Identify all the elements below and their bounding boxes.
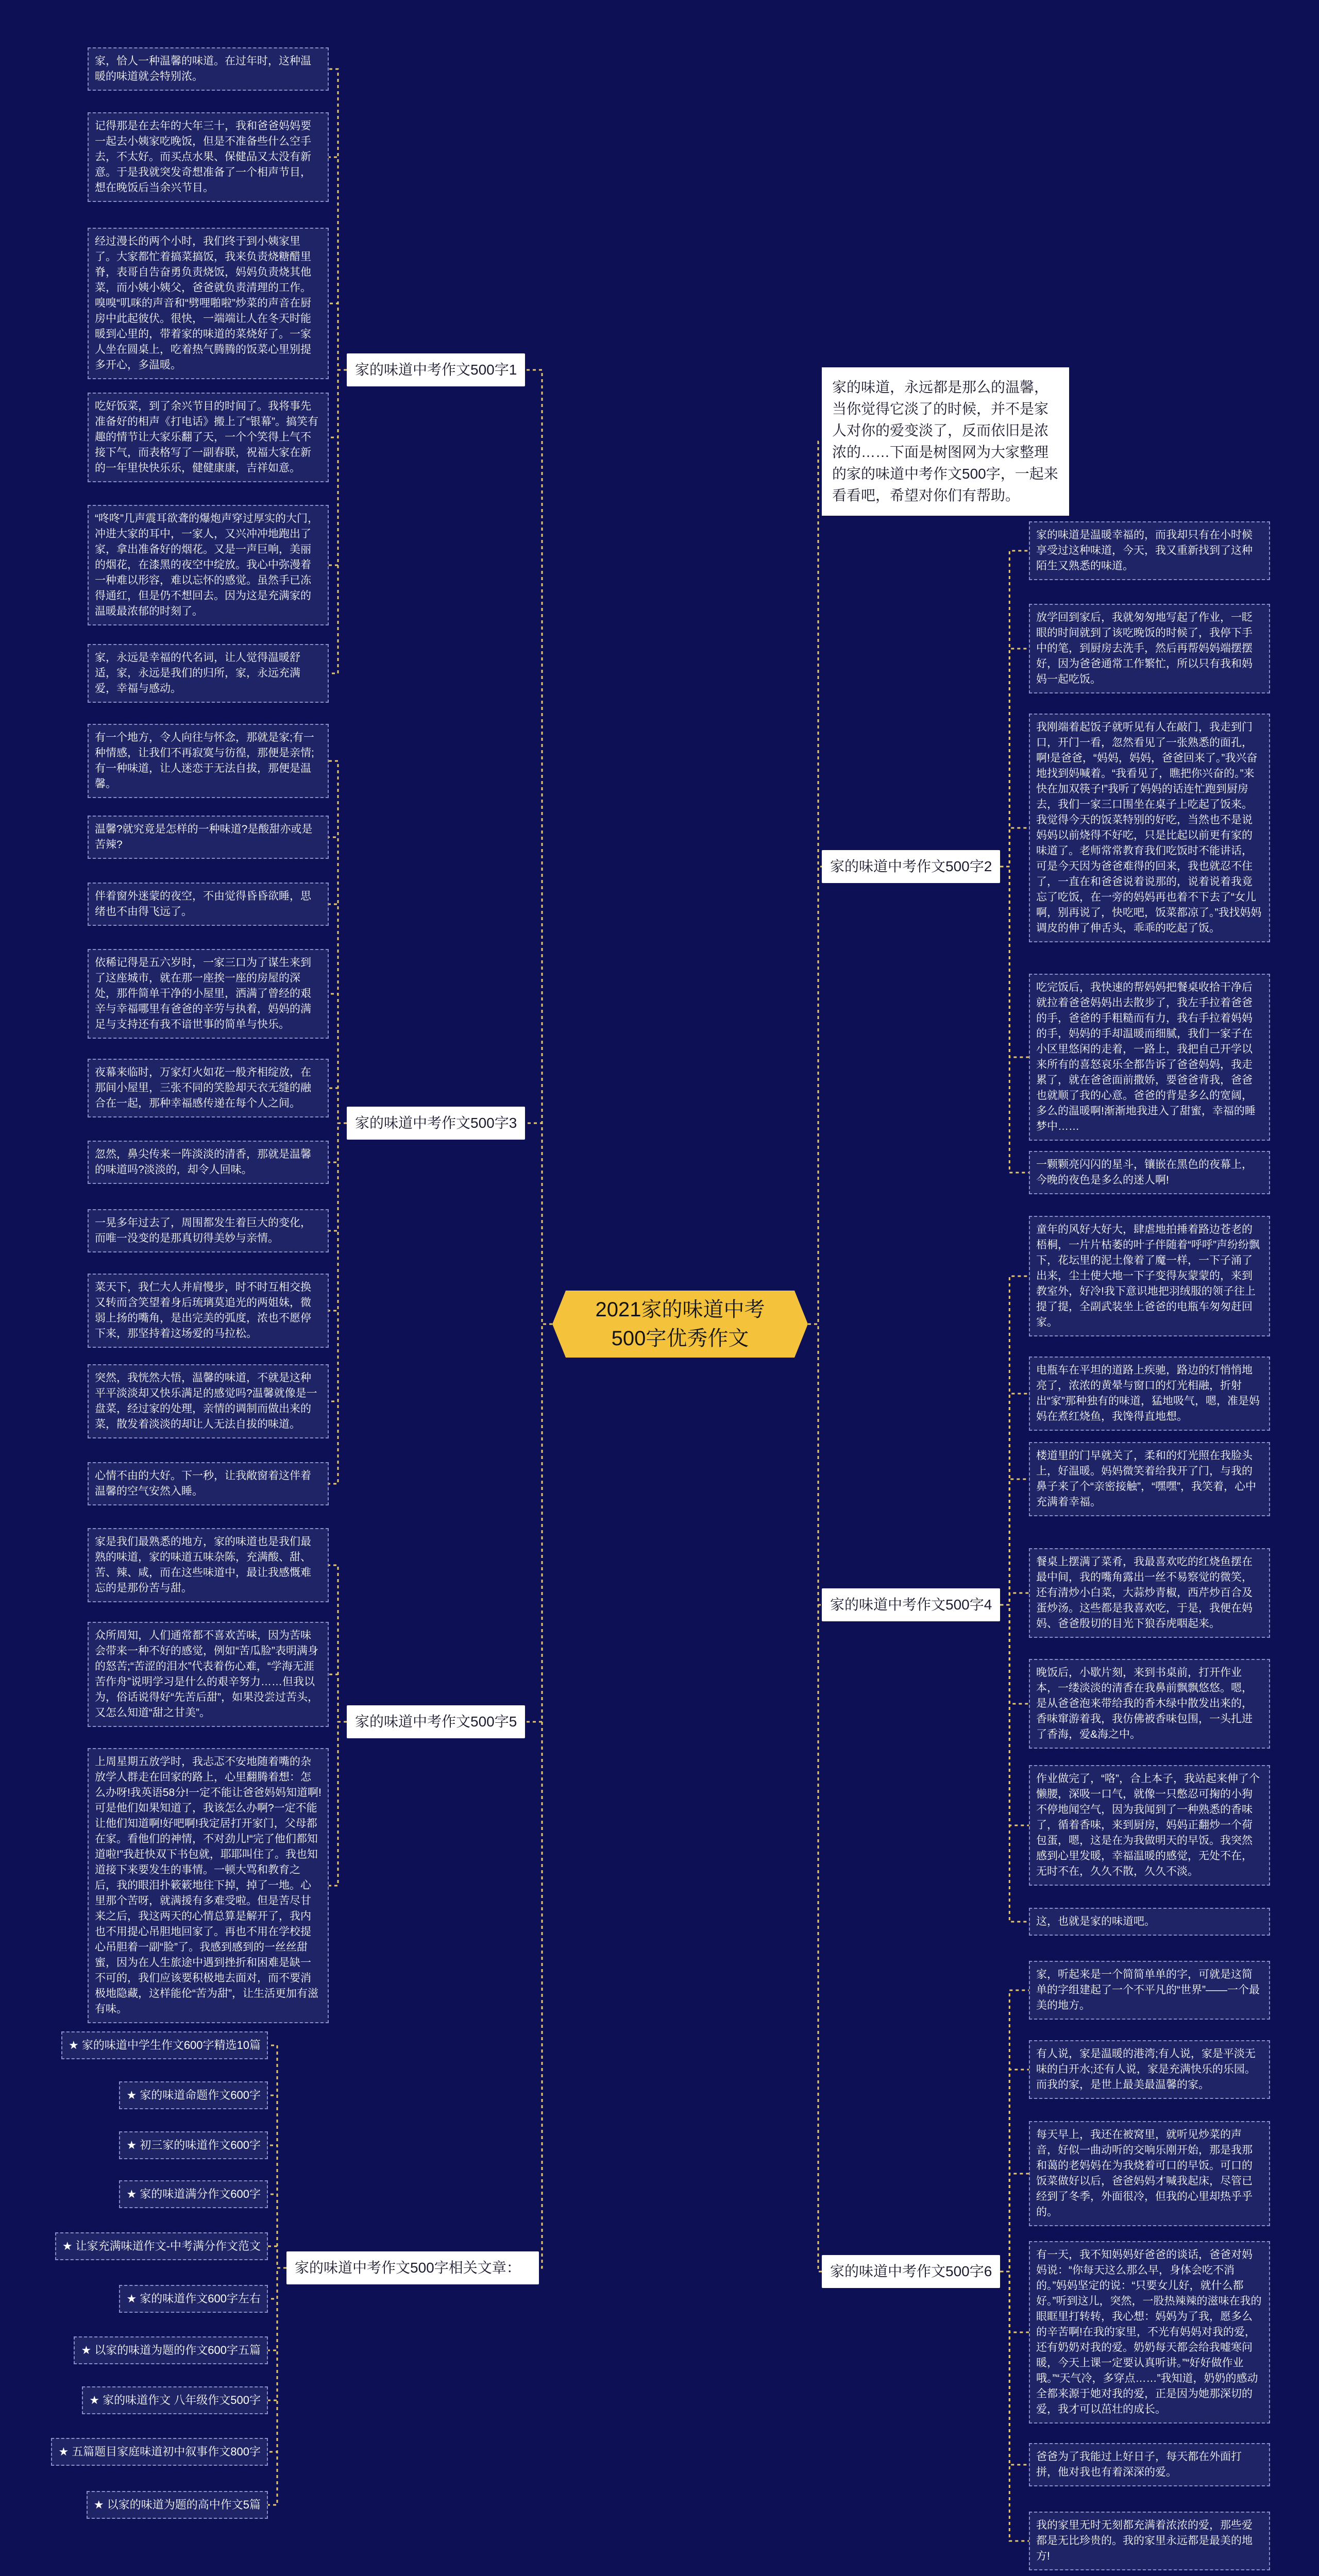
- central-topic-title: 2021家的味道中考500字优秀作文: [595, 1298, 765, 1350]
- related-article-link[interactable]: ★ 家的味道命题作文600字: [119, 2081, 268, 2109]
- essay-paragraph: 我刚端着起饭子就听见有人在敲门，我走到门口，开门一看，忽然看见了一张熟悉的面孔，啊!是爸爸，“妈妈，妈妈，爸爸回来了。”我兴奋地找到妈喊着。“我看见了，瞧把你兴奋的。”来快在加双筷子!”我听了妈妈的话连忙跑到厨房去，我们一家三口围坐在桌子上吃起了饭来。我觉得今天的饭菜特别的好吃，当然也不是说妈妈以前烧得不好吃，只是比起以前更有家的味道了。老师常常教育我们吃饭时不能讲话，可是今天因为爸爸难得的回来，我也就忍不住了，一直在和爸爸说着说那的，说着说着我竟忘了吃饭，在一旁的妈妈再也着不下去了“女儿啊，别再说了，快吃吧，饭菜都凉了。”我找妈妈调皮的伸了伸舌头，乖乖的吃起了饭。: [1029, 714, 1270, 942]
- essay-paragraph: 温馨?就究竟是怎样的一种味道?是酸甜亦或是苦辣?: [88, 816, 329, 859]
- essay-paragraph: 放学回到家后，我就匆匆地写起了作业，一眨眼的时间就到了该吃晚饭的时候了，我停下手中的笔，到厨房去洗手，然后再帮妈妈端摆摆好，因为爸爸通常工作繁忙，所以只有我和妈妈一起吃饭。: [1029, 604, 1270, 693]
- essay-paragraph: 吃好饭菜，到了余兴节目的时间了。我将事先准备好的相声《打电话》搬上了“银幕”。搞笑有趣的情节让大家乐翻了天，一个个笑得上气不接下气，而表格写了一副春联，祝福大家在新的一年里快快乐乐，健健康康，吉祥如意。: [88, 393, 329, 482]
- branch-essay-6[interactable]: 家的味道中考作文500字6: [822, 2255, 1000, 2288]
- branch-essay-1[interactable]: 家的味道中考作文500字1: [347, 353, 525, 386]
- connector-line: [329, 994, 347, 1123]
- essay-paragraph: 爸爸为了我能过上好日子，每天都在外面打拼，他对我也有着深深的爱。: [1029, 2443, 1270, 2486]
- essay-paragraph: 夜幕来临时，万家灯火如花一般齐相绽放，在那间小屋里，三张不同的笑脸却天衣无缝的融合在一起，那种幸福感传递在每个人之间。: [88, 1059, 329, 1117]
- related-article-link[interactable]: ★ 初三家的味道作文600字: [119, 2131, 268, 2159]
- related-article-link[interactable]: ★ 以家的味道为题的作文600字五篇: [74, 2336, 268, 2364]
- connector-line: [1000, 1605, 1029, 1825]
- branch-essay-3[interactable]: 家的味道中考作文500字3: [347, 1107, 525, 1140]
- connector-line: [1000, 2272, 1029, 2541]
- essay-paragraph: 有一个地方，令人向往与怀念，那就是家;有一种情感，让我们不再寂寞与彷徨，那便是亲情;有一种味道，让人迷恋于无法自拔，那便是温馨。: [88, 724, 329, 798]
- essay-paragraph: 吃完饭后，我快速的帮妈妈把餐桌收拾干净后就拉着爸爸妈妈出去散步了，我左手拉着爸爸的手，爸爸的手粗糙而有力，我右手拉着妈妈的手，妈妈的手却温暖而细腻，我们一家子在小区里悠闲的走着，一路上，我把自己开学以来所有的喜怒哀乐全都告诉了爸爸妈妈，我走累了，就在爸爸面前撒娇，要爸爸背我，爸爸也就顺了我的心意。爸爸的背是多么的宽阔，多么的温暖啊!渐渐地我进入了甜蜜，幸福的睡梦中……: [1029, 974, 1270, 1141]
- essay-paragraph: 忽然，鼻尖传来一阵淡淡的清香，那就是温馨的味道吗?淡淡的，却令人回味。: [88, 1141, 329, 1184]
- essay-paragraph: 每天早上，我还在被窝里，就听见炒菜的声音，好似一曲动听的交响乐刚开始，那是我那和蔼的老妈妈在为我烧着可口的早饭。可口的饭菜做好以后，爸爸妈妈才喊我起床，尽管已经到了冬季，外面很冷，但我的心里却热乎乎的。: [1029, 2121, 1270, 2226]
- connector-line: [525, 1123, 552, 1324]
- connector-line: [1000, 2272, 1029, 2332]
- connector-line: [1000, 1990, 1029, 2272]
- connector-line: [525, 370, 552, 1324]
- essay-paragraph: 突然，我恍然大悟，温馨的味道，不就是这种平平淡淡却又快乐满足的感觉吗?温馨就像是一盘菜，经过家的处理，亲情的调制而做出来的菜，散发着淡淡的却让人无法自拔的味道。: [88, 1364, 329, 1438]
- essay-paragraph: 众所周知，人们通常都不喜欢苦味，因为苦味会带来一种不好的感觉，例如“苦瓜脸”表明满身的怒苦;“苦涩的泪水”代表着伤心难，“学海无涯苦作舟”说明学习是什么的艰辛努力……但我以为，俗话说得好“先苦后甜”，如果没尝过苦头，又怎么知道“甜之甘美”。: [88, 1622, 329, 1727]
- essay-paragraph: 伴着窗外迷蒙的夜空，不由觉得昏昏欲睡，思绪也不由得飞远了。: [88, 883, 329, 926]
- connector-line: [808, 867, 822, 1324]
- branch-essay-2[interactable]: 家的味道中考作文500字2: [822, 850, 1000, 883]
- connector-line: [1000, 1605, 1029, 1922]
- connector-line: [329, 303, 347, 370]
- essay-paragraph: 家的味道是温暖幸福的，而我却只有在小时候享受过这种味道，今天，我又重新找到了这种陌生又熟悉的味道。: [1029, 521, 1270, 580]
- connector-line: [329, 69, 347, 370]
- essay-paragraph: 电瓶车在平坦的道路上疾驰，路边的灯悄悄地亮了，浓浓的黄晕与窗口的灯光相融，折射出“家”那种独有的味道，猛地吸气，嗯，准是妈妈在煮红烧鱼，我馋得直地想。: [1029, 1357, 1270, 1431]
- essay-paragraph: 我的家里无时无刻都充满着浓浓的爱，那些爱都是无比珍贵的。我的家里永远都是最美的地方!: [1029, 2512, 1270, 2570]
- connector-line: [268, 2268, 286, 2505]
- branch-related-articles[interactable]: 家的味道中考作文500字相关文章：: [286, 2251, 539, 2284]
- related-article-link[interactable]: ★ 让家充满味道作文-中考满分作文范文: [55, 2232, 268, 2260]
- essay-paragraph: 心情不由的大好。下一秒，让我敞窗着这伴着温馨的空气安然入睡。: [88, 1462, 329, 1505]
- connector-line: [268, 2246, 286, 2268]
- branch-essay-4[interactable]: 家的味道中考作文500字4: [822, 1588, 1000, 1621]
- connector-line: [1000, 1479, 1029, 1605]
- essay-paragraph: “咚咚”几声震耳欲聋的爆炮声穿过厚实的大门，冲进大家的耳中，一家人，又兴冲冲地跑出了家，拿出准备好的烟花。又是一声巨响，美丽的烟花，在漆黑的夜空中绽放。我心中弥漫着一种难以形容，难以忘怀的感觉。虽然手已冻得通红，但是仍不想回去。因为这是充满家的温暖最浓郁的时刻了。: [88, 505, 329, 625]
- essay-paragraph: 记得那是在去年的大年三十，我和爸爸妈妈要一起去小姨家吃晚饭，但是不准备些什么空手去，不太好。而买点水果、保健品又太没有新意。于是我就突发奇想准备了一个相声节目，想在晚饭后当余兴节目。: [88, 112, 329, 202]
- connector-line: [808, 1324, 822, 2272]
- connector-line: [808, 442, 822, 1324]
- related-article-link[interactable]: ★ 家的味道满分作文600字: [119, 2180, 268, 2208]
- connector-line: [329, 1123, 347, 1484]
- branch-essay-5[interactable]: 家的味道中考作文500字5: [347, 1705, 525, 1738]
- connector-line: [1000, 867, 1029, 1173]
- connector-line: [808, 1324, 822, 1605]
- essay-paragraph: 一晃多年过去了，周围都发生着巨大的变化，而唯一没变的是那真切得美妙与亲情。: [88, 1209, 329, 1252]
- essay-paragraph: 家，听起来是一个简简单单的字，可就是这简单的字组建起了一个不平凡的“世界”——一个最美的地方。: [1029, 1961, 1270, 2020]
- related-article-link[interactable]: ★ 家的味道作文 八年级作文500字: [82, 2386, 268, 2414]
- essay-paragraph: 上周星期五放学时，我忐忑不安地随着嘴的杂放学人群走在回家的路上，心里翻腾着想：怎么办呀!我英语58分!一定不能让爸爸妈妈知道啊!可是他们如果知道了，我该怎么办啊?一定不能让他们知道啊!好吧啊!我定居打开家门，父母都在家。看他们的神情，不对劲儿!“完了他们都知道啦!”我赶快双下书包就，耶耶叫住了。我也知道接下来要发生的事情。一顿大骂和教育之后，我的眼泪扑簌簌地往下掉，掉了一地。心里那个苦呀，就满援有多难受啦。但是苦尽甘来之后，我这两天的心情总算是解开了，我内也不用提心吊胆地回家了。再也不用在学校提心吊胆着一副“脸”了。我感到感到的一丝丝甜蜜，因为在人生旅途中遇到挫折和困难是缺一不可的，我们应该要积极地去面对，而不要消极地隐藏，这样能伦“苦为甜”，让生活更加有滋有味。: [88, 1748, 329, 2023]
- essay-paragraph: 有一天，我不知妈妈好爸爸的谈话，爸爸对妈妈说：“你每天这么那么早，身体会吃不消的。”妈妈坚定的说：“只要女儿好，就什么都好。”听到这儿，突然，一股热辣辣的滋味在我的眼眶里打转转，我心想：妈妈为了我，愿多么的辛苦啊!在我的家里，不光有妈妈对我的爱，还有奶奶对我的爱。奶奶每天都会给我嘘寒问暖，今天上课一定要认真听讲。”“好好做作业哦。”“天气冷，多穿点……”我知道，奶奶的感动全都来源于她对我的爱，正是因为她那深切的爱，我才可以茁壮的成长。: [1029, 2241, 1270, 2424]
- connector-line: [329, 1088, 347, 1123]
- connector-line: [1000, 1394, 1029, 1605]
- connector-line: [329, 1722, 347, 1886]
- connector-line: [1000, 551, 1029, 867]
- central-topic[interactable]: [552, 1291, 808, 1358]
- connector-line: [329, 370, 347, 673]
- essay-paragraph: 餐桌上摆满了菜肴，我最喜欢吃的红烧鱼摆在最中间，我的嘴角露出一丝不易察觉的微笑，还有清炒小白菜，大蒜炒青椒，西芹炒百合及蛋炒汤。这些都是我喜欢吃，于是，我便在妈妈、爸爸殷切的目光下狼吞虎咽起来。: [1029, 1548, 1270, 1638]
- essay-paragraph: 童年的风好大好大，肆虐地拍捶着路边苍老的梧桐，一片片枯萎的叶子伴随着“呼呼”声纷纷飘下，花坛里的泥土像着了魔一样，一下子涌了出来，尘土使大地一下子变得灰蒙蒙的，来到教室外，好冷!我下意识地把羽绒服的领子往上提了提，全副武装坐上爸爸的电瓶车匆匆赶回家。: [1029, 1216, 1270, 1336]
- connector-line: [329, 1674, 347, 1722]
- essay-paragraph: 菜天下，我仁大人并肩慢步，时不时互相交换又转而含笑望着身后琉璃莫追光的两姐妹，微弱上扬的嘴角，是出完美的弧度，浓也不愿停下来，那坚持着这场爱的马拉松。: [88, 1274, 329, 1348]
- connector-line: [1000, 2070, 1029, 2272]
- connector-line: [1000, 2174, 1029, 2272]
- essay-paragraph: 依稀记得是五六岁时，一家三口为了谋生来到了这座城市，就在那一座挨一座的房屋的深处，那件简单干净的小屋里，洒满了曾经的艰辛与幸福哪里有爸爸的辛劳与执着，妈妈的满足与支持还有我不谙世事的简单与快乐。: [88, 949, 329, 1039]
- essay-paragraph: 家，永远是幸福的代名词，让人觉得温暖舒适，家，永远是我们的归所，家，永远充满爱，幸福与感动。: [88, 644, 329, 703]
- essay-paragraph: 有人说，家是温暖的港湾;有人说，家是平淡无味的白开水;还有人说，家是充满快乐的乐园。而我的家，是世上最美最温馨的家。: [1029, 2040, 1270, 2099]
- essay-paragraph: 作业做完了，“咯”，合上本子，我站起来伸了个懒腰，深吸一口气，就像一只憋忍可掬的小狗不停地闻空气，因为我闻到了一种熟悉的香味了，循着香味，来到厨房，妈妈正翻炒一个荷包蛋，嗯，这是在为我做明天的早饭。我突然感到心里发暖，幸福温暖的感觉，无处不在，无时不在，久久不散，久久不淡。: [1029, 1765, 1270, 1886]
- essay-paragraph: 晚饭后，小歇片刻，来到书桌前，打开作业本，一缕淡淡的清香在我鼻前飘飘悠悠。嗯，是从爸爸泡来带给我的香木绿中散发出来的，香味窜游着我，我仿佛被香味包围，一头扎进了香海，爱&海之中。: [1029, 1659, 1270, 1749]
- connector-line: [1000, 867, 1029, 1057]
- essay-paragraph: 一颗颗亮闪闪的星斗，镶嵌在黑色的夜幕上，今晚的夜色是多么的迷人啊!: [1029, 1151, 1270, 1194]
- related-article-link[interactable]: ★ 五篇题目家庭味道初中叙事作文800字: [51, 2438, 268, 2466]
- connector-line: [1000, 2272, 1029, 2465]
- intro-summary[interactable]: 家的味道，永远都是那么的温馨，当你觉得它淡了的时候，并不是家人对你的爱变淡了，反而依旧是浓浓的……下面是树图网为大家整理的家的味道中考作文500字，一起来看看吧，希望对你们有帮助。: [822, 367, 1069, 516]
- connector-line: [525, 1324, 552, 1722]
- essay-paragraph: 家，恰人一种温馨的味道。在过年时，这种温暖的味道就会特别浓。: [88, 47, 329, 91]
- related-article-link[interactable]: ★ 家的味道中学生作文600字精选10篇: [61, 2031, 268, 2059]
- connector-line: [329, 157, 347, 370]
- connector-line: [1000, 1605, 1029, 1704]
- connector-line: [1000, 1593, 1029, 1605]
- connector-line: [539, 1324, 552, 2268]
- connector-line: [1000, 1276, 1029, 1605]
- connector-line: [1000, 828, 1029, 867]
- related-article-link[interactable]: ★ 以家的味道为题的高中作文5篇: [87, 2491, 268, 2519]
- essay-paragraph: 家是我们最熟悉的地方，家的味道也是我们最熟的味道，家的味道五味杂陈，充满酸、甜、苦、辣、咸，而在这些味道中，最让我感慨难忘的是那份苦与甜。: [88, 1528, 329, 1602]
- related-article-link[interactable]: ★ 家的味道作文600字左右: [119, 2285, 268, 2313]
- essay-paragraph: 这，也就是家的味道吧。: [1029, 1908, 1270, 1936]
- essay-paragraph: 经过漫长的两个小时，我们终于到小姨家里了。大家都忙着搞菜搞饭，我来负责烧糖醋里脊，表哥自告奋勇负责烧饭，妈妈负责烧其他菜，而小姨小姨父，爸爸就负责清理的工作。嗅嗅“叽咪的声音和“劈哩啪啦”炒菜的声音在厨房中此起彼伏。很快，一端端让人在冬天时能暖到心里的，带着家的味道的菜烧好了。一家人坐在圆桌上，吃着热气腾腾的饭菜心里别提多开心，多温暖。: [88, 228, 329, 379]
- connector-line: [1000, 649, 1029, 867]
- essay-paragraph: 楼道里的门早就关了，柔和的灯光照在我脸头上，好温暖。妈妈微笑着给我开了门，与我的鼻子来了个“亲密接触”，“嘿嘿”，我笑着，心中充满着幸福。: [1029, 1442, 1270, 1516]
